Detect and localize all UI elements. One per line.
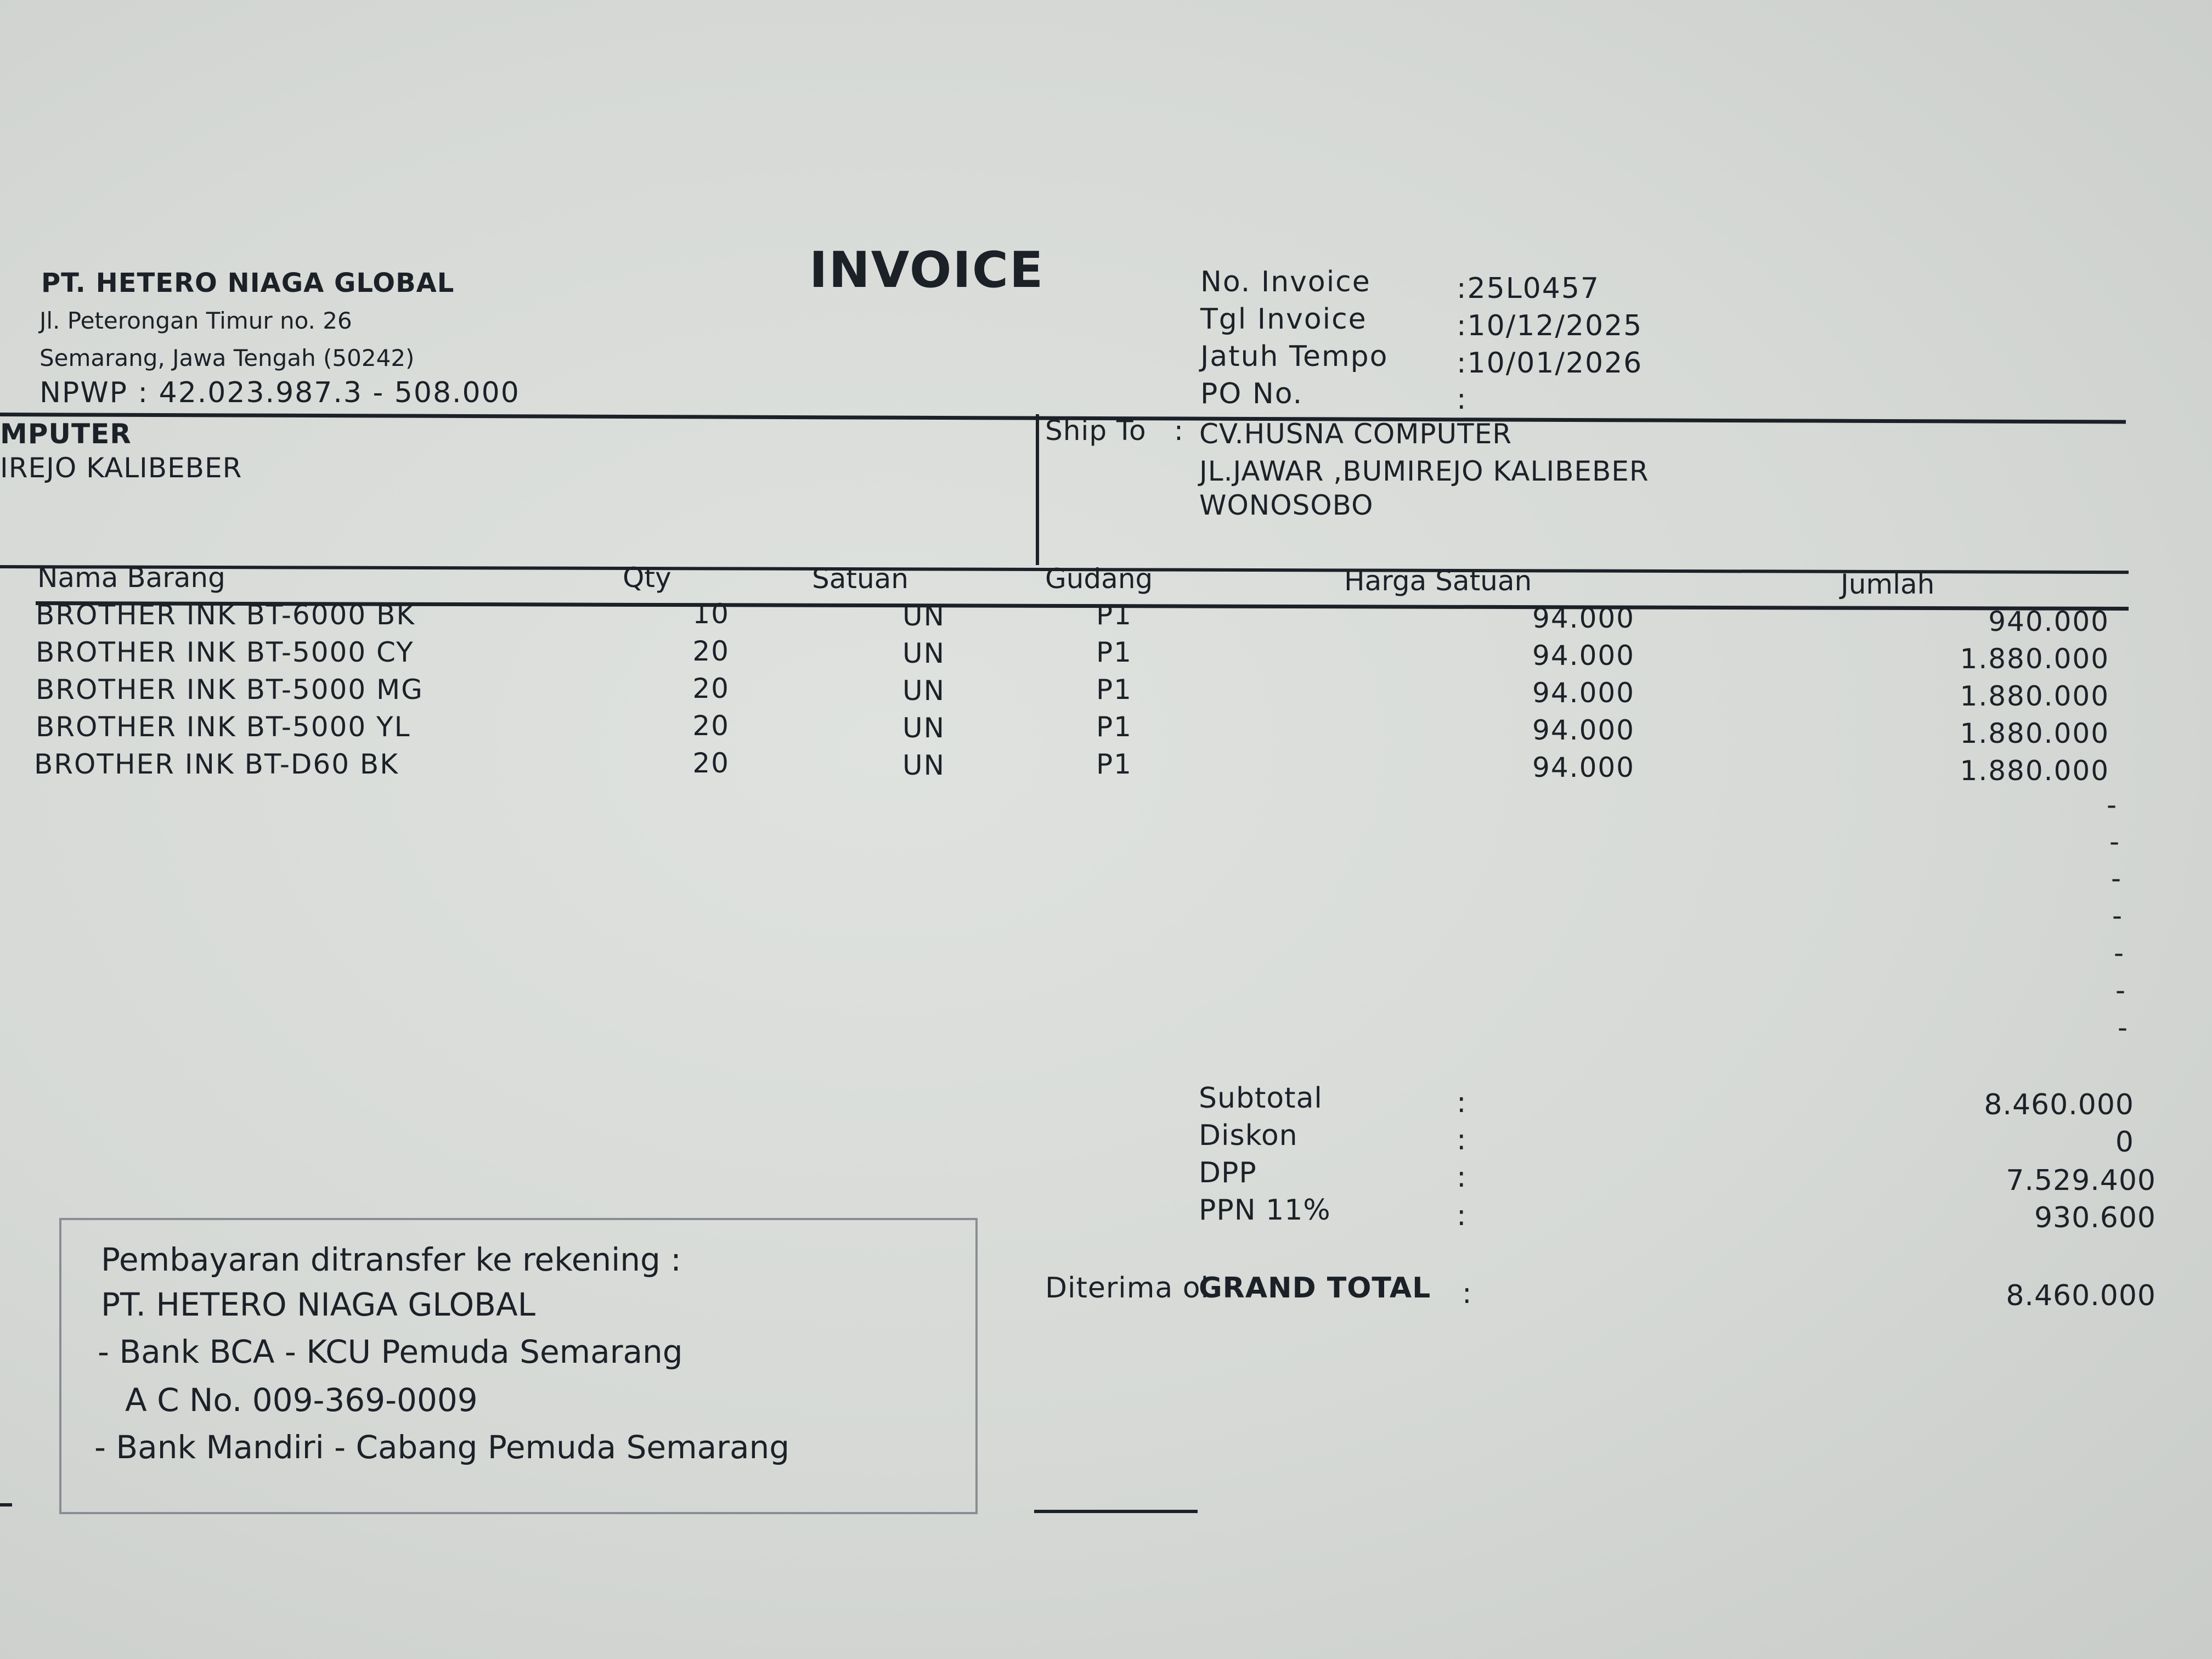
row-item-unit: UN bbox=[902, 675, 945, 707]
col-header-name: Nama Barang bbox=[37, 562, 225, 594]
meta-value-invoice-no: :25L0457 bbox=[1457, 272, 1600, 305]
grand-total-label: GRAND TOTAL bbox=[1199, 1272, 1431, 1305]
col-header-unit: Satuan bbox=[812, 563, 909, 595]
row-item-price: 94.000 bbox=[1532, 602, 1635, 634]
col-header-warehouse: Gudang bbox=[1045, 563, 1153, 595]
company-npwp: NPWP : 42.023.987.3 - 508.000 bbox=[40, 376, 520, 409]
ship-to-label: Ship To bbox=[1045, 415, 1147, 447]
meta-label-invoice-date: Tgl Invoice bbox=[1200, 303, 1367, 336]
row-item-qty: 20 bbox=[692, 635, 730, 667]
subtotal-label: Subtotal bbox=[1199, 1082, 1323, 1115]
empty-row-dash: - bbox=[2114, 937, 2125, 969]
meta-value-po-no: : bbox=[1457, 383, 1468, 416]
payment-line2: PT. HETERO NIAGA GLOBAL bbox=[101, 1286, 535, 1323]
row-item-unit: UN bbox=[902, 637, 945, 669]
payment-line3: - Bank BCA - KCU Pemuda Semarang bbox=[98, 1333, 683, 1370]
discount-colon: : bbox=[1457, 1124, 1467, 1156]
row-item-qty: 20 bbox=[692, 747, 730, 779]
ship-to-line3: WONOSOBO bbox=[1199, 489, 1374, 521]
row-item-amount: 1.880.000 bbox=[1960, 643, 2109, 675]
company-address-line1: Jl. Peterongan Timur no. 26 bbox=[40, 307, 352, 334]
row-item-amount: 1.880.000 bbox=[1960, 755, 2109, 787]
bill-to-line2: IREJO KALIBEBER bbox=[0, 452, 242, 484]
row-item-price: 94.000 bbox=[1532, 752, 1635, 783]
dpp-value: 7.529.400 bbox=[2006, 1164, 2156, 1197]
row-item-name: BROTHER INK BT-5000 YL bbox=[36, 711, 411, 743]
row-item-amount: 1.880.000 bbox=[1960, 718, 2109, 749]
row-item-unit: UN bbox=[902, 712, 945, 744]
ship-to-colon: : bbox=[1174, 415, 1184, 447]
ship-to-line2: JL.JAWAR ,BUMIREJO KALIBEBER bbox=[1199, 455, 1649, 487]
company-address-line2: Semarang, Jawa Tengah (50242) bbox=[40, 345, 415, 371]
grand-total-value: 8.460.000 bbox=[2006, 1279, 2156, 1312]
subtotal-colon: : bbox=[1457, 1086, 1467, 1119]
meta-label-po-no: PO No. bbox=[1200, 377, 1304, 410]
meta-label-due-date: Jatuh Tempo bbox=[1200, 340, 1389, 373]
empty-row-dash: - bbox=[2115, 974, 2127, 1006]
ship-to-line1: CV.HUSNA COMPUTER bbox=[1199, 418, 1513, 450]
ppn-label: PPN 11% bbox=[1199, 1194, 1331, 1227]
row-item-qty: 10 bbox=[692, 598, 730, 630]
dpp-label: DPP bbox=[1199, 1156, 1257, 1189]
subtotal-value: 8.460.000 bbox=[1984, 1088, 2134, 1121]
row-item-warehouse: P1 bbox=[1096, 599, 1132, 631]
dpp-colon: : bbox=[1457, 1161, 1467, 1194]
signature-line bbox=[1034, 1510, 1198, 1513]
empty-row-dash: - bbox=[2118, 1012, 2129, 1043]
col-header-price: Harga Satuan bbox=[1344, 565, 1532, 597]
empty-row-dash: - bbox=[2112, 900, 2124, 932]
payment-line1: Pembayaran ditransfer ke rekening : bbox=[101, 1241, 681, 1278]
payment-line4: A C No. 009-369-0009 bbox=[125, 1381, 478, 1419]
row-item-warehouse: P1 bbox=[1096, 711, 1132, 743]
row-item-price: 94.000 bbox=[1532, 640, 1635, 672]
empty-row-dash: - bbox=[2111, 862, 2123, 894]
row-item-name: BROTHER INK BT-5000 MG bbox=[36, 674, 424, 706]
edge-mark bbox=[0, 1503, 12, 1506]
row-item-price: 94.000 bbox=[1532, 714, 1635, 746]
col-header-amount: Jumlah bbox=[1841, 568, 1935, 600]
row-item-unit: UN bbox=[902, 749, 945, 781]
row-item-warehouse: P1 bbox=[1096, 674, 1132, 706]
row-item-warehouse: P1 bbox=[1096, 748, 1132, 780]
ppn-value: 930.600 bbox=[2034, 1201, 2156, 1234]
row-item-qty: 20 bbox=[692, 673, 730, 704]
ppn-colon: : bbox=[1457, 1199, 1467, 1232]
meta-value-invoice-date: :10/12/2025 bbox=[1457, 309, 1643, 342]
discount-value: 0 bbox=[2115, 1126, 2134, 1159]
bill-to-line1: MPUTER bbox=[0, 418, 132, 450]
received-by-label: Diterima ol bbox=[1045, 1272, 1210, 1305]
row-item-amount: 1.880.000 bbox=[1960, 680, 2109, 712]
empty-row-dash: - bbox=[2107, 789, 2118, 821]
row-item-qty: 20 bbox=[692, 710, 730, 742]
document-title: INVOICE bbox=[809, 241, 1045, 299]
row-item-price: 94.000 bbox=[1532, 677, 1635, 709]
payment-line5: - Bank Mandiri - Cabang Pemuda Semarang bbox=[94, 1429, 790, 1466]
meta-label-invoice-no: No. Invoice bbox=[1200, 266, 1371, 298]
row-item-amount: 940.000 bbox=[1988, 606, 2109, 637]
col-header-qty: Qty bbox=[623, 562, 672, 594]
row-item-name: BROTHER INK BT-D60 BK bbox=[34, 748, 399, 780]
row-item-name: BROTHER INK BT-5000 CY bbox=[36, 636, 414, 668]
meta-value-due-date: :10/01/2026 bbox=[1457, 347, 1643, 380]
row-item-name: BROTHER INK BT-6000 BK bbox=[36, 599, 416, 631]
row-item-unit: UN bbox=[902, 600, 945, 632]
discount-label: Diskon bbox=[1199, 1119, 1298, 1152]
grand-total-colon: : bbox=[1462, 1277, 1472, 1310]
company-name: PT. HETERO NIAGA GLOBAL bbox=[41, 268, 455, 298]
address-divider bbox=[1036, 414, 1039, 565]
empty-row-dash: - bbox=[2109, 826, 2121, 857]
row-item-warehouse: P1 bbox=[1096, 636, 1132, 668]
